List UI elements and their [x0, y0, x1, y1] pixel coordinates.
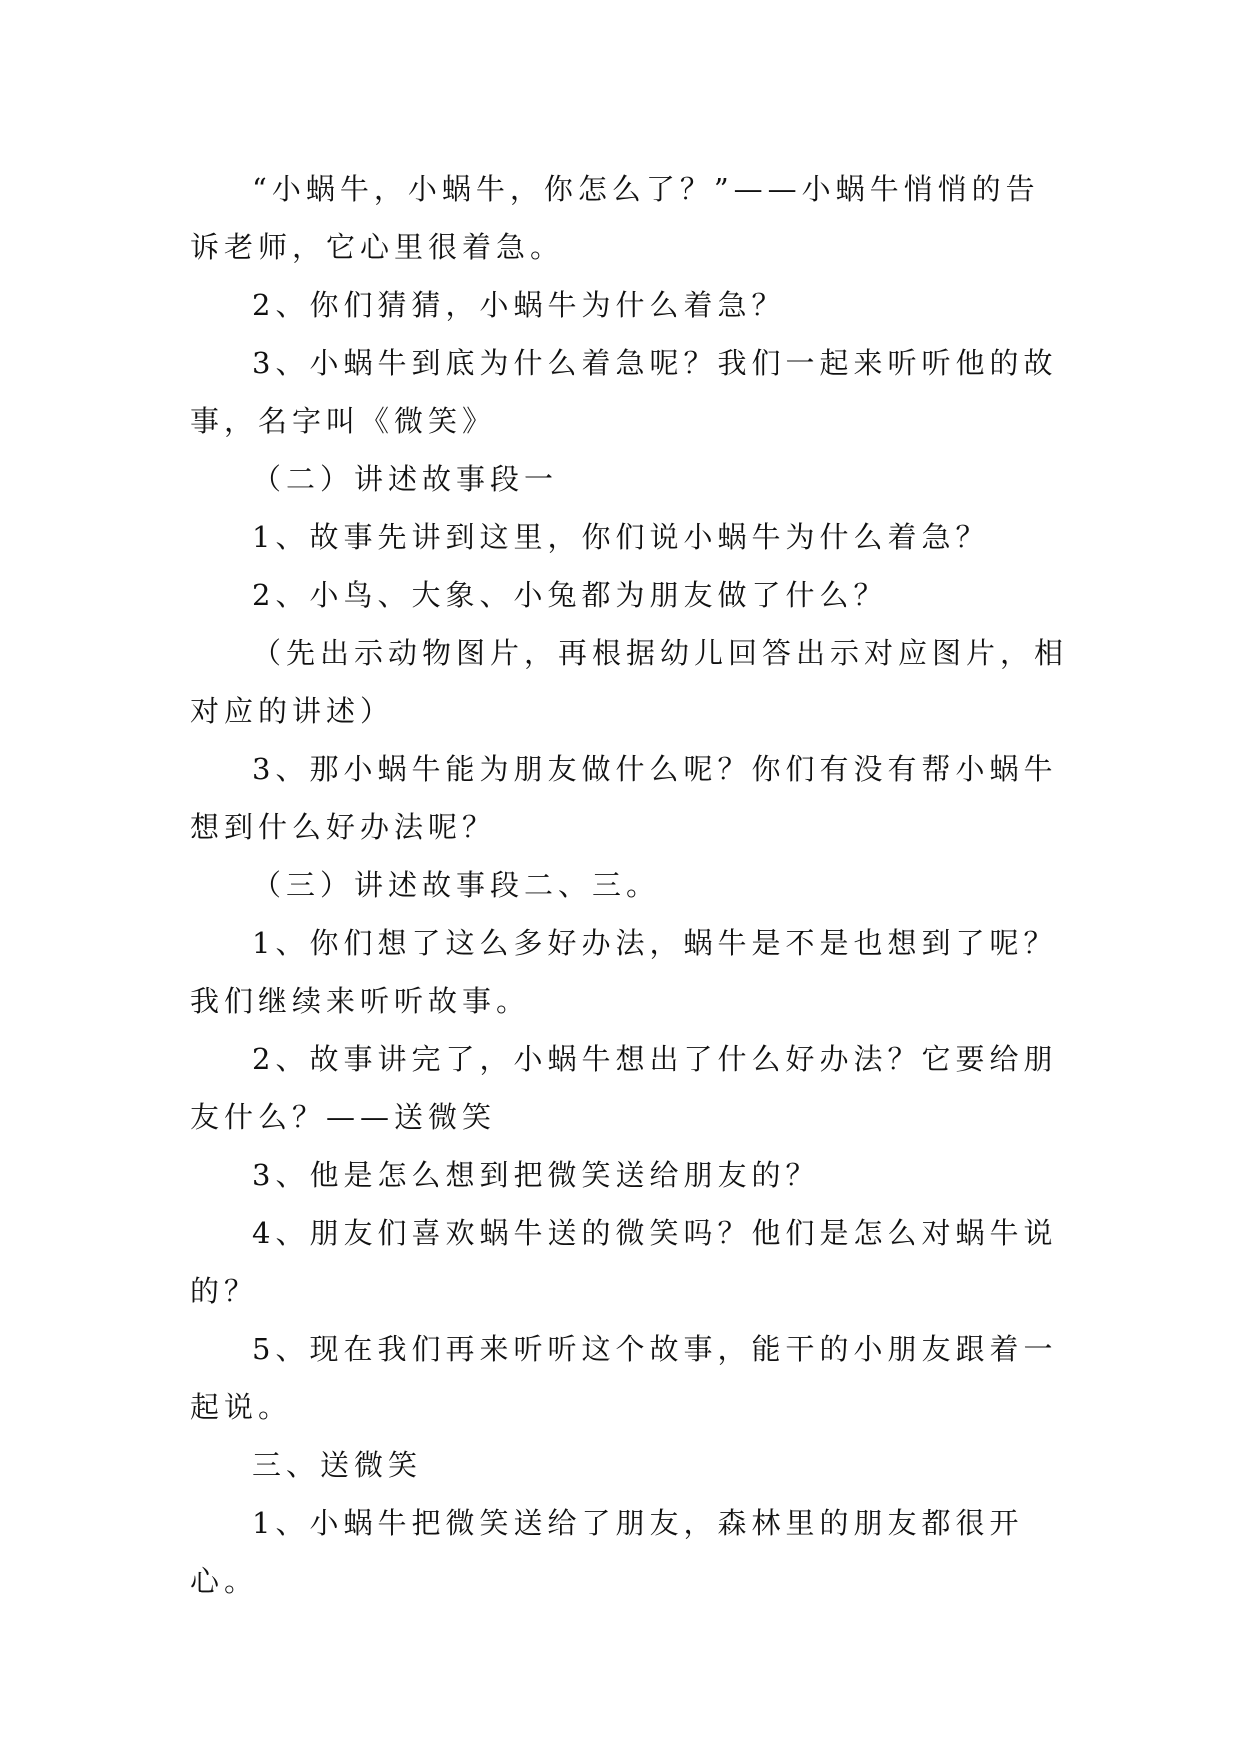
paragraph-listen-story: 3、小蜗牛到底为什么着急呢？我们一起来听听他的故事，名字叫《微笑》: [190, 346, 1058, 438]
paragraph-how-thought: 3、他是怎么想到把微笑送给朋友的？: [252, 1158, 820, 1192]
paragraph-show-pictures: （先出示动物图片，再根据幼儿回答出示对应图片，相对应的讲述）: [190, 636, 1069, 728]
paragraph-listen-again: 5、现在我们再来听听这个故事，能干的小朋友跟着一起说。: [190, 1332, 1058, 1424]
document-body: [190, 160, 1070, 1610]
paragraph-what-can-snail-do: 3、那小蜗牛能为朋友做什么呢？你们有没有帮小蜗牛想到什么好办法呢？: [190, 752, 1058, 844]
paragraph-story-so-far: 1、故事先讲到这里，你们说小蜗牛为什么着急？: [252, 520, 990, 554]
paragraph-smile-sent: 1、小蜗牛把微笑送给了朋友，森林里的朋友都很开心。: [190, 1506, 1024, 1598]
section-heading-part-one: （二）讲述故事段一: [252, 462, 559, 496]
section-heading-send-smile: 三、送微笑: [252, 1448, 423, 1482]
paragraph-guess-why: 2、你们猜猜，小蜗牛为什么着急？: [252, 288, 786, 322]
paragraph-snail-question: “小蜗牛，小蜗牛，你怎么了？”——小蜗牛悄悄的告诉老师，它心里很着急。: [190, 172, 1040, 264]
paragraph-story-finished: 2、故事讲完了，小蜗牛想出了什么好办法？它要给朋友什么？——送微笑: [190, 1042, 1058, 1134]
paragraph-friends-did: 2、小鸟、大象、小兔都为朋友做了什么？: [252, 578, 888, 612]
paragraph-so-many-ideas: 1、你们想了这么多好办法，蜗牛是不是也想到了呢？我们继续来听听故事。: [190, 926, 1058, 1018]
section-heading-part-two-three: （三）讲述故事段二、三。: [252, 868, 661, 902]
paragraph-friends-like: 4、朋友们喜欢蜗牛送的微笑吗？他们是怎么对蜗牛说的？: [190, 1216, 1058, 1308]
